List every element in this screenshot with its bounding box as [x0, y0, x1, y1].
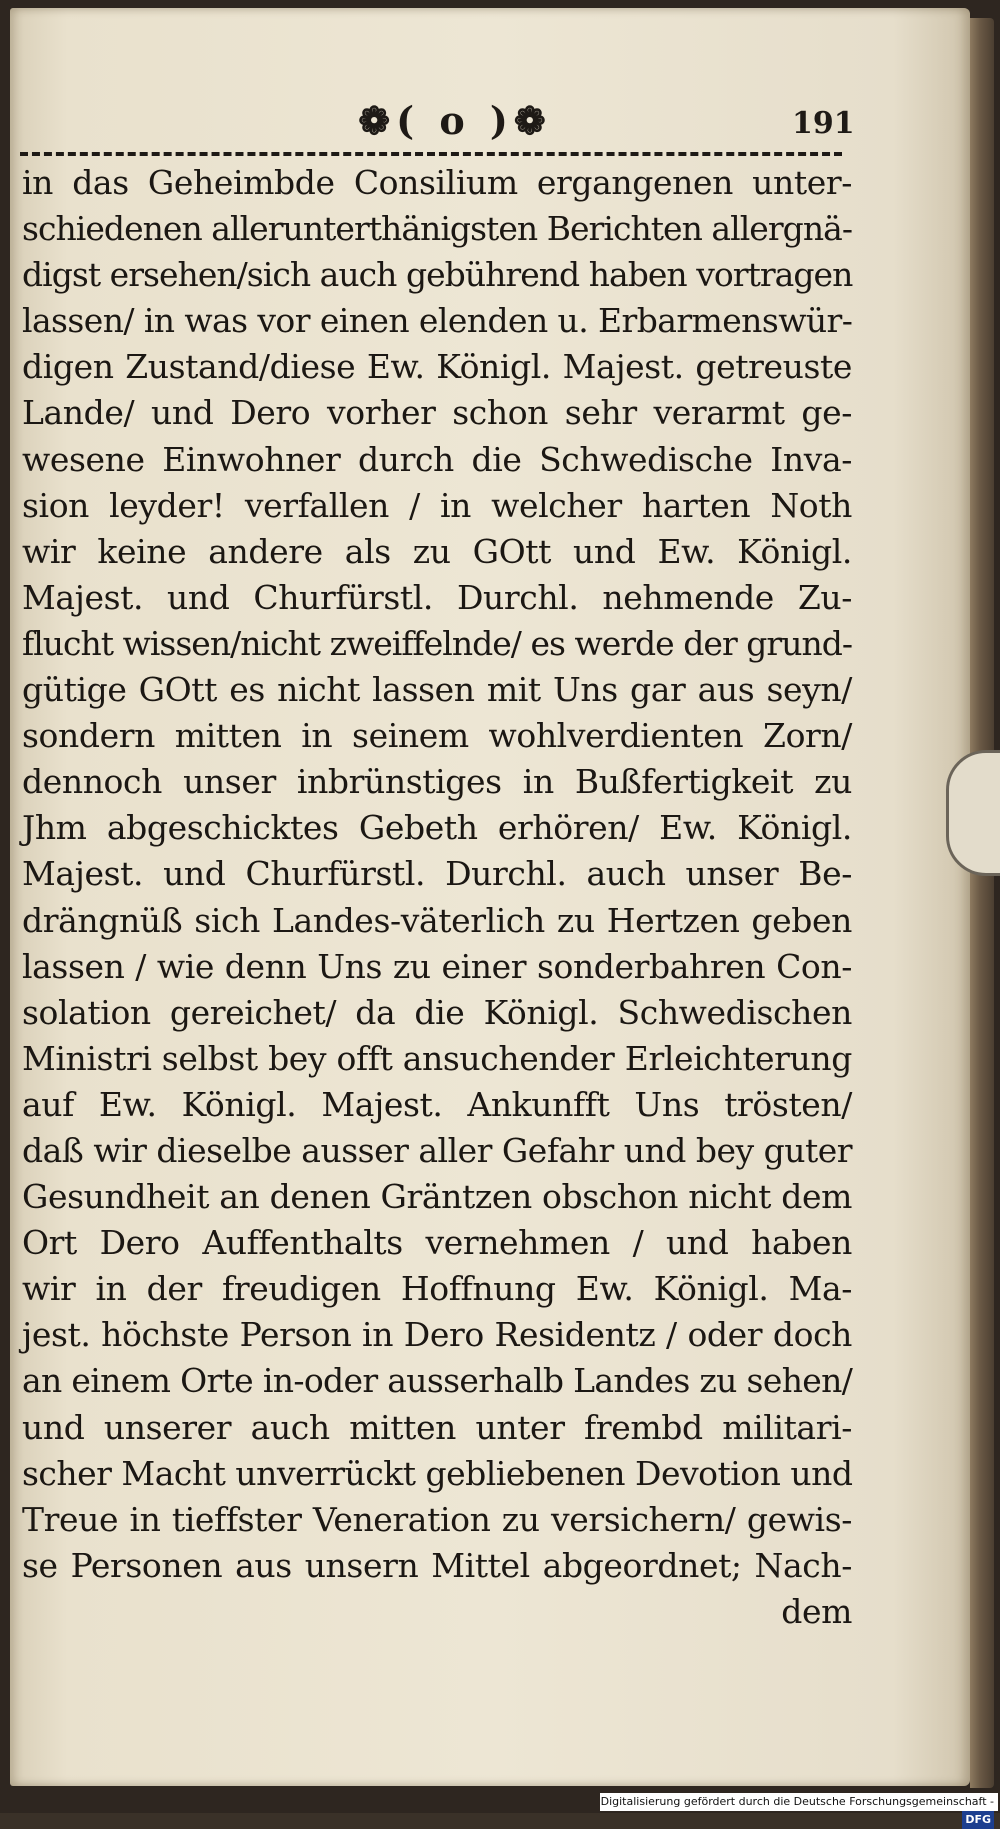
- dfg-logo: DFG: [962, 1811, 994, 1829]
- text-line: wesene Einwohner durch die Schwedische Inva-: [22, 439, 852, 479]
- digitization-credit: [600, 1793, 998, 1826]
- text-line: sion leyder! verfallen / in welcher harten Noth: [22, 485, 852, 525]
- text-line: in das Geheimbde Consilium ergangenen unter-: [22, 163, 852, 202]
- text-line: Lande/ und Dero vorher schon sehr verarmt ge-: [22, 393, 852, 433]
- text-line: schiedenen allerunterthänigsten Berichten allergnä-: [22, 209, 852, 249]
- text-line: digst ersehen/sich auch gebührend haben vortragen: [22, 255, 853, 295]
- text-line: Ministri selbst bey offt ansuchender Erleichterung: [22, 1038, 852, 1078]
- text-line: se Personen aus unsern Mittel abgeordnet; Nach-: [22, 1545, 852, 1585]
- text-line: solation gereichet/ da die Königl. Schwedischen: [22, 992, 852, 1032]
- text-line: Treue in tieffster Veneration zu versichern/ gewis-: [22, 1499, 852, 1539]
- text-line: dennoch unser inbrünstiges in Bußfertigkeit zu: [22, 762, 852, 802]
- text-line: auf Ew. Königl. Majest. Ankunfft Uns trösten/: [22, 1084, 852, 1124]
- header-rule: [20, 152, 842, 156]
- text-line: Majest. und Churfürstl. Durchl. auch unser Be-: [22, 854, 852, 894]
- text-line: Ort Dero Auffenthalts vernehmen / und haben: [22, 1223, 852, 1263]
- page-tab-marker: [946, 750, 1000, 876]
- text-line: Jhm abgeschicktes Gebeth erhören/ Ew. Königl.: [22, 808, 852, 848]
- text-line: wir in der freudigen Hoffnung Ew. Königl. Ma-: [22, 1269, 852, 1309]
- text-line: gütige GOtt es nicht lassen mit Uns gar aus seyn/: [22, 670, 852, 710]
- book-page-edge: [970, 18, 994, 1788]
- text-line: daß wir dieselbe ausser aller Gefahr und bey guter: [22, 1130, 853, 1170]
- text-line: scher Macht unverrückt gebliebenen Devotion und: [22, 1453, 853, 1493]
- body-text: [22, 160, 852, 1635]
- page-number: 191: [792, 106, 855, 141]
- page-header: [20, 96, 855, 156]
- text-line: wir keine andere als zu GOtt und Ew. Königl.: [22, 531, 852, 571]
- text-line: flucht wissen/nicht zweiffelnde/ es werde der grund-: [22, 623, 852, 663]
- text-line: Gesundheit an denen Gräntzen obschon nicht dem: [22, 1177, 852, 1217]
- text-line: und unserer auch mitten unter frembd militari-: [22, 1407, 852, 1447]
- text-line: an einem Orte in-oder ausserhalb Landes zu sehen/: [22, 1361, 853, 1401]
- text-line: lassen / wie denn Uns zu einer sonderbahren Con-: [22, 946, 852, 986]
- text-line: lassen/ in was vor einen elenden u. Erbarmenswür-: [22, 301, 853, 341]
- header-ornament: ❁( o )❁: [358, 98, 552, 143]
- text-line: jest. höchste Person in Dero Residentz / oder doch: [22, 1315, 852, 1355]
- text-line: Majest. und Churfürstl. Durchl. nehmende Zu-: [22, 577, 852, 617]
- text-line: digen Zustand/diese Ew. Königl. Majest. getreuste: [22, 347, 852, 387]
- text-line: drängnüß sich Landes-väterlich zu Hertzen geben: [22, 900, 852, 940]
- text-line: sondern mitten in seinem wohlverdienten Zorn/: [22, 716, 852, 756]
- credit-text: Digitalisierung gefördert durch die Deutsche Forschungsgemeinschaft -: [600, 1795, 994, 1808]
- catchword: dem: [781, 1591, 852, 1631]
